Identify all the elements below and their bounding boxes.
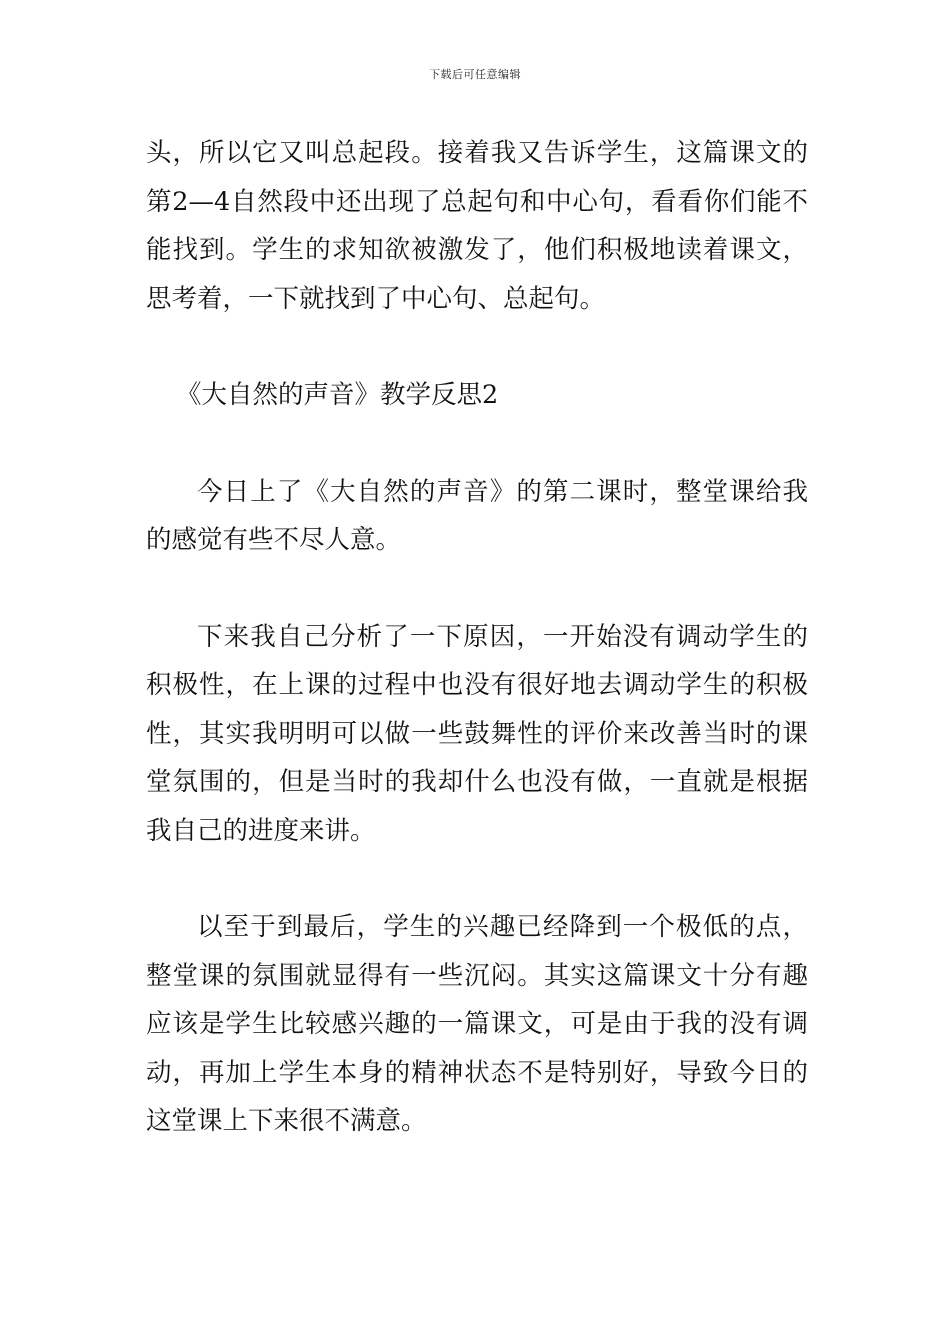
document-body <box>146 129 808 1146</box>
paragraph: 以至于到最后，学生的兴趣已经降到一个极低的点，整堂课的氛围就显得有一些沉闷。其实这篇课文十分有趣应该是学生比较感兴趣的一篇课文，可是由于我的没有调动，再加上学生本身的精神状态不是特别好，导致今日的这堂课上下来很不满意。 <box>146 912 808 1136</box>
paragraph: 下来我自己分析了一下原因，一开始没有调动学生的积极性，在上课的过程中也没有很好地去调动学生的积极性，其实我明明可以做一些鼓舞性的评价来改善当时的课堂氛围的，但是当时的我却什么也没有做，一直就是根据我自己的进度来讲。 <box>146 621 808 846</box>
section-heading: 《大自然的声音》教学反思2 <box>176 380 499 410</box>
paragraph: 今日上了《大自然的声音》的第二课时，整堂课给我的感觉有些不尽人意。 <box>146 476 808 555</box>
paragraph-continuation: 头，所以它又叫总起段。接着我又告诉学生，这篇课文的第2—4自然段中还出现了总起句和中心句，看看你们能不能找到。学生的求知欲被激发了，他们积极地读着课文，思考着，一下就找到了中心句、总起句。 <box>146 138 808 314</box>
page-header: 下载后可任意编辑 <box>429 68 521 81</box>
